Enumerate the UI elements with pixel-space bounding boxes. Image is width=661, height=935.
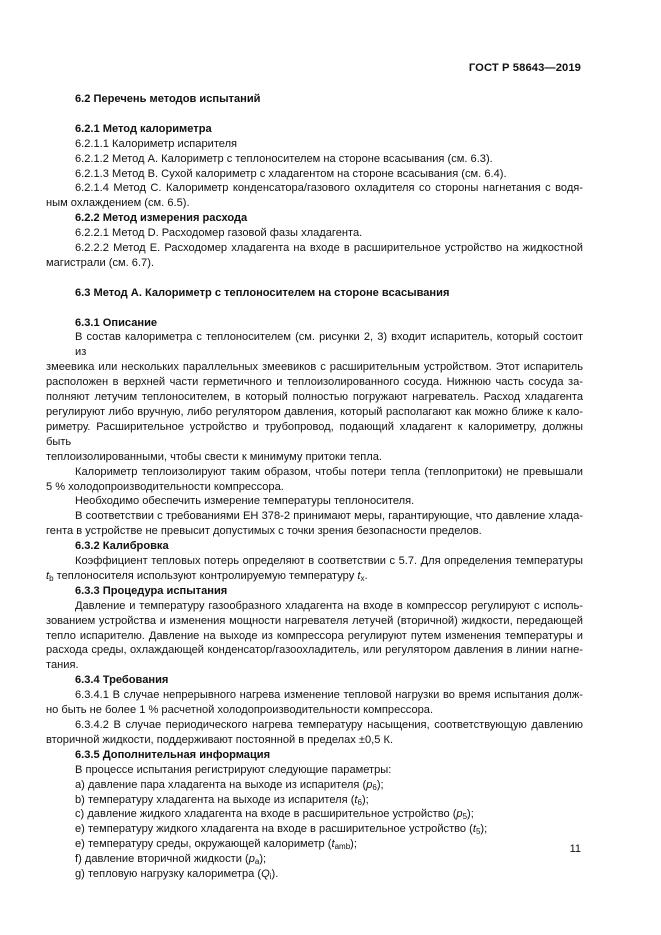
text-run: e) температуру среды, окружающей калориметр (: [75, 838, 332, 851]
item-6-2-2-2-line1: 6.2.2.2 Метод Е. Расходомер хладагента на входе в расширительное устройство на жидкостной: [75, 242, 583, 255]
symbol-subscript: 6: [372, 782, 377, 792]
paragraph-line: вторичной жидкости, поддерживают постоянной в пределах ±0,5 К.: [46, 733, 394, 746]
document-body: [46, 92, 583, 882]
subsection-heading-6-2-1: 6.2.1 Метод калориметра: [75, 122, 212, 135]
subsection-heading-6-3-2: 6.3.2 Калибровка: [75, 540, 169, 553]
paragraph-line: 5 % холодопроизводительности компрессора.: [46, 480, 284, 493]
symbol: p: [456, 808, 463, 821]
spacer: [46, 301, 583, 316]
text-run: .: [364, 569, 368, 582]
symbol: Q: [261, 868, 270, 881]
parameter-list: [46, 778, 583, 882]
paragraph-line: гента в устройстве не превысит допустимых с точки зрения безопасности пределов.: [46, 525, 482, 538]
subsection-heading-6-3-3: 6.3.3 Процедура испытания: [75, 584, 228, 597]
paragraph-line: полняют летучим теплоносителем, в который полностью погружают нагреватель. Расход хладагента: [46, 391, 583, 404]
symbol-subscript: b: [49, 573, 54, 583]
page-number: 11: [569, 843, 581, 855]
paragraph-line: В процессе испытания регистрируют следующие параметры:: [75, 763, 392, 776]
spacer: [46, 271, 583, 286]
parameter-list-item: [46, 867, 583, 882]
paragraph-line: Коэффициент тепловых потерь определяют в соответствии с 5.7. Для определения температуры: [75, 555, 583, 568]
paragraph-line: риметру. Расширительное устройство и трубопровод, подающий хладагент к калориметру, должны быть: [46, 420, 583, 448]
text-run: b) температуру хладагента на выходе из испарителя (: [75, 793, 355, 806]
item-6-2-1-1: 6.2.1.1 Калориметр испарителя: [75, 137, 238, 150]
paragraph-line: Калориметр теплоизолируют таким образом, чтобы потери тепла (теплопритоки) не превышали: [75, 465, 583, 478]
subsection-heading-6-3-5: 6.3.5 Дополнительная информация: [75, 748, 271, 761]
paragraph-line-with-symbols: [46, 569, 583, 584]
text-run: f) давление вторичной жидкости (: [75, 853, 249, 866]
parameter-list-item: [46, 837, 583, 852]
paragraph-line: зованием устройства и изменения мощности нагревателя летучей (вторичной) жидкости, передающей: [46, 614, 583, 627]
parameter-list-item: [46, 852, 583, 867]
subsection-heading-6-3-1: 6.3.1 Описание: [75, 316, 158, 329]
paragraph-line: теплоизолированными, чтобы свести к минимуму притоки тепла.: [46, 450, 382, 463]
symbol: p: [248, 853, 255, 866]
text-run: );: [467, 808, 474, 821]
spacer: [46, 107, 583, 122]
parameter-list-item: [46, 822, 583, 837]
section-heading-6-2: 6.2 Перечень методов испытаний: [75, 93, 261, 105]
text-run: );: [361, 793, 369, 806]
symbol-t: t: [46, 569, 50, 582]
text-run: );: [259, 853, 267, 866]
text-run: );: [350, 838, 357, 851]
document-code: ГОСТ Р 58643—2019: [468, 62, 581, 74]
section-heading-6-3: 6.3 Метод А. Калориметр с теплоносителем на стороне всасывания: [75, 286, 450, 299]
symbol-subscript: 5: [475, 827, 481, 837]
text-run: a) давление пара хладагента на выходе из испарителя (: [75, 778, 367, 791]
paragraph-line: расположен в верхней части герметичного и теплоизолированного сосуда. Нижнюю часть сосуда за-: [46, 376, 583, 389]
item-6-2-2-1: 6.2.2.1 Метод D. Расходомер газовой фазы хладагента.: [75, 227, 363, 240]
parameter-list-item: [46, 778, 583, 793]
paragraph-line: В соответствии с требованиями ЕН 378-2 принимают меры, гарантирующие, что давление хлада-: [75, 510, 583, 523]
item-6-2-1-2: 6.2.1.2 Метод А. Калориметр с теплоносителем на стороне всасывания (см. 6.3).: [75, 152, 493, 165]
symbol-subscript: 6: [357, 797, 362, 807]
symbol-subscript: 5: [462, 812, 468, 822]
text-run: );: [480, 823, 488, 836]
paragraph-line: 6.3.4.2 В случае периодического нагрева температуру насыщения, соответствующую давлению: [75, 719, 583, 732]
item-6-2-1-3: 6.2.1.3 Метод В. Сухой калориметр с хладагентом на стороне всасывания (см. 6.4).: [75, 167, 507, 180]
text-run: c) давление жидкого хладагента на входе в расширительное устройство (: [75, 808, 457, 821]
paragraph-line: Давление и температуру газообразного хладагента на входе в компрессор регулируют с исполь-: [75, 599, 583, 612]
text-run: e) температуру жидкого хладагента на входе в расширительное устройство (: [75, 823, 473, 836]
item-6-2-1-4-line1: 6.2.1.4 Метод С. Калориметр конденсатора/газового охладителя со стороны нагнетания с водя-: [75, 182, 583, 195]
paragraph-line: тания.: [46, 659, 79, 672]
item-6-2-2-2-line2: магистрали (см. 6.7).: [46, 256, 154, 269]
text-run: g) тепловую нагрузку калориметра (: [75, 868, 262, 881]
symbol: t: [331, 838, 335, 851]
paragraph-line: Необходимо обеспечить измерение температуры теплоносителя.: [75, 495, 415, 508]
paragraph-line: В состав калориметра с теплоносителем (см. рисунки 2, 3) входит испаритель, который состоит из: [75, 331, 583, 359]
symbol: p: [366, 778, 373, 791]
symbol-subscript: a: [254, 857, 260, 867]
subsection-heading-6-2-2: 6.2.2 Метод измерения расхода: [75, 212, 248, 225]
symbol-subscript: amb: [334, 842, 351, 852]
paragraph-line: расхода среды, охлаждающей конденсатор/газоохладитель, или регулятором давления в линии нагне-: [46, 644, 583, 657]
item-6-2-1-4-line2: ным охлаждением (см. 6.5).: [46, 197, 190, 210]
symbol-subscript: i: [269, 872, 272, 882]
parameter-list-item: [46, 793, 583, 808]
parameter-list-item: [46, 807, 583, 822]
paragraph-line: но быть не более 1 % расчетной холодопроизводительности компрессора.: [46, 704, 434, 717]
symbol-t: t: [357, 569, 361, 582]
symbol-subscript: x: [360, 573, 365, 583]
text-run: теплоносителя используют контролируемую температуру: [53, 569, 358, 582]
paragraph-line: тепло испарителю. Давление на выходе из компрессора регулируют путем изменения температуры и: [46, 629, 583, 642]
paragraph-line: змеевика или нескольких параллельных змеевиков с расширительным устройством. Этот испаритель: [46, 361, 583, 374]
symbol: t: [472, 823, 476, 836]
paragraph-line: 6.3.4.1 В случае непрерывного нагрева изменение тепловой нагрузки во время испытания долж-: [75, 689, 583, 702]
subsection-heading-6-3-4: 6.3.4 Требования: [75, 674, 169, 687]
symbol: t: [354, 793, 358, 806]
paragraph-line: регулируют либо вручную, либо регулятором давления, который располагают как можно ближе к кало-: [46, 405, 583, 418]
text-run: ).: [271, 868, 279, 881]
text-run: );: [376, 778, 384, 791]
